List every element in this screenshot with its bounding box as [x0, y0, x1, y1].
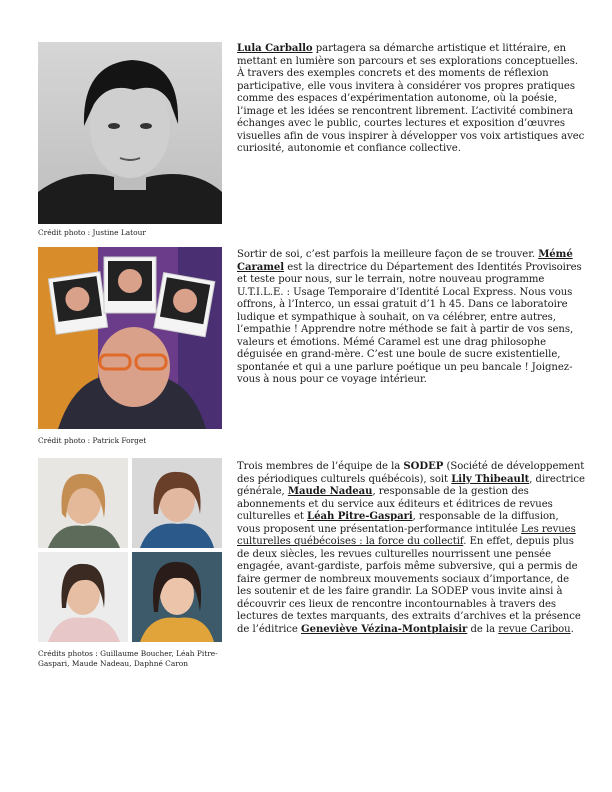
highlighted-name: SODEP — [403, 461, 444, 472]
highlighted-name: Léah Pitre-Gaspari — [307, 511, 413, 522]
text-run: , directrice générale, — [237, 473, 585, 497]
portrait-photo-meme-caramel — [38, 247, 222, 429]
text-run: est la directrice du Département des Identités Provisoires et teste pour nous, sur le terrain, notre nouveau programme U.T.I.L.E. : Usage Temporaire d’Identité Local Express. Nous vous offrons, à l’Interco, un essai gratuit d’1 h 45. Dans ce laboratoire ludique et sympathique à souhait, on va célébrer, entre autres, l’empathie ! Apprendre notre méthode se fait à partir de vos sens, valeurs et émotions. Mémé Caramel est une drag philosophe déguisée en grand-mère. C’est une boule de sucre existentielle, spontanée et qui a une parlure poétique un peu bancale ! Joignez-vous à nous pour ce voyage intérieur. — [237, 261, 582, 385]
photo-credit: Crédits photos : Guillaume Boucher, Léah Pitre-Gaspari, Maude Nadeau, Daphné Caron — [38, 649, 218, 668]
text-run: , responsable de la gestion des abonnements et du service aux éditeurs et éditrices de revues culturelles et — [237, 486, 553, 522]
highlighted-name: Geneviève Vézina-Montplaisir — [301, 623, 468, 635]
portrait-photo-lula-carballo — [38, 42, 222, 224]
description-paragraph — [237, 43, 585, 156]
text-run: Sortir de soi, c’est parfois la meilleure façon de se trouver. — [237, 249, 539, 260]
photo-grid-sodep-team — [38, 458, 222, 642]
highlighted-name: Lula Carballo — [237, 43, 313, 54]
text-run: (Société de développement des périodiques culturels québécois), soit — [237, 461, 585, 485]
highlighted-name: Mémé Caramel — [237, 249, 573, 273]
text-run: Trois membres de l’équipe de la — [237, 461, 404, 472]
description-paragraph — [237, 249, 585, 387]
photo-credit: Crédit photo : Patrick Forget — [38, 436, 147, 445]
text-run: de la — [467, 623, 499, 635]
highlighted-name: Maude Nadeau — [287, 486, 373, 497]
text-run: . — [570, 623, 574, 635]
text-run: , responsable de la diffusion, vous proposent une présentation-performance intitulée — [237, 511, 559, 535]
highlighted-name: Lily Thibeault — [451, 473, 530, 485]
text-run: partagera sa démarche artistique et littéraire, en mettant en lumière son parcours et ses explorations conceptuelles. À travers des exemples concrets et des moments de réflexion participative, elle vous invitera à considérer vos propres pratiques comme des espaces d’expérimentation autonome, où la poésie, l’image et les idées se rencontrent librement. L’activité combinera échanges avec le public, courtes lectures et exposition d’œuvres visuelles afin de vous inspirer à développer vos voix artistiques avec curiosité, autonomie et confiance collective. — [237, 43, 585, 154]
text-run: . En effet, depuis plus de deux siècles, les revues culturelles nourrissent une pensée engagée, avant-gardiste, parfois même subversive, qui a permis de faire germer de nombreux mouvements sociaux d’importance, de les soutenir et de les faire grandir. La SODEP vous invite ainsi à découvrir ces lieux de rencontre incontournables à travers des lectures de textes marquants, des extraits d’archives et la présence de l’éditrice — [237, 536, 581, 635]
description-paragraph — [237, 461, 585, 636]
photo-credit: Crédit photo : Justine Latour — [38, 228, 146, 237]
underlined-text: revue Caribou — [498, 623, 571, 635]
underlined-text: Les revues culturelles québécoises : la force du collectif — [237, 523, 576, 547]
